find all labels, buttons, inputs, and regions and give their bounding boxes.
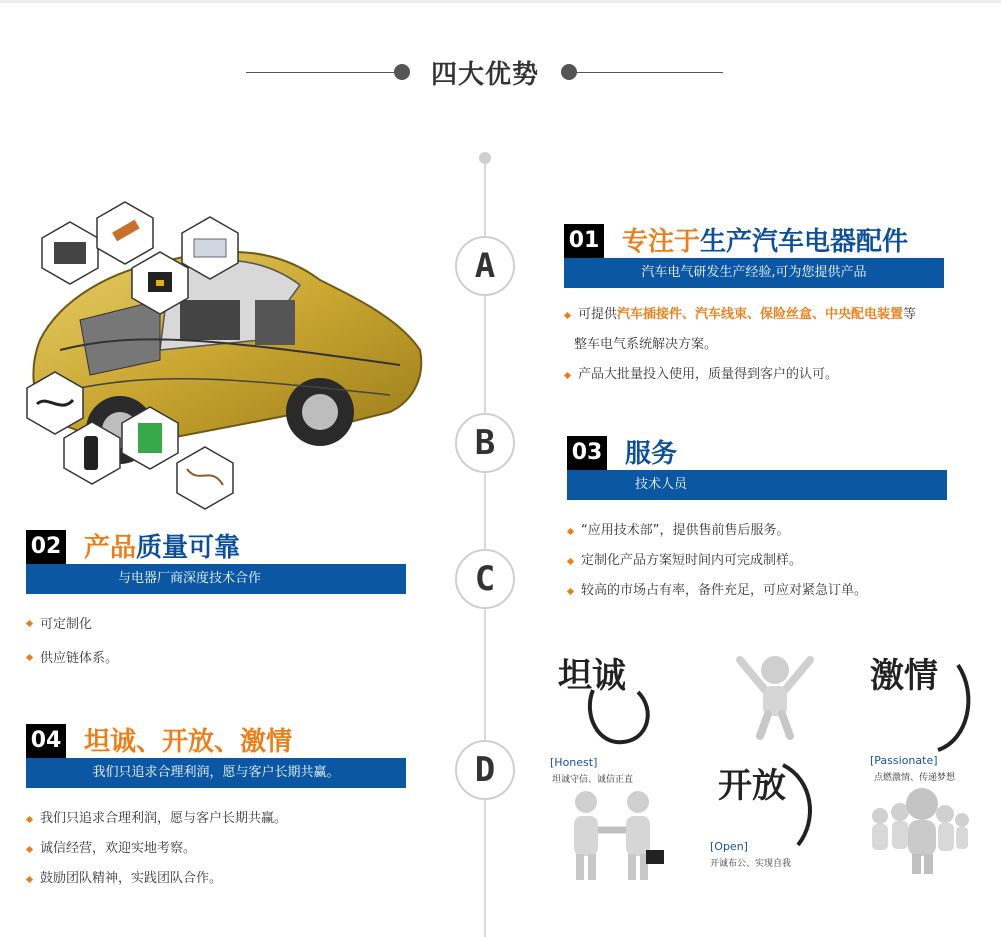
timeline-marker-a: A <box>455 236 515 296</box>
advantage-04 <box>26 724 406 904</box>
advantage-01 <box>564 224 944 394</box>
open-subtitle: 开诚布公、实现自我 <box>710 859 792 869</box>
open-brush-stroke <box>763 760 823 850</box>
title-dot-left <box>394 64 410 80</box>
car-illustration <box>20 190 440 510</box>
list-item: 较高的市场占有率，备件充足，可应对紧急订单。 <box>567 576 947 606</box>
advantage-04-number: 04 <box>26 724 66 758</box>
advantage-02-list <box>26 608 406 676</box>
timeline-marker-b: B <box>455 413 515 473</box>
advantage-02-bar: 与电器厂商深度技术合作 <box>26 564 406 594</box>
advantage-04-bar: 我们只追求合理利润，愿与客户长期共赢。 <box>26 758 406 788</box>
top-border <box>0 0 1001 3</box>
advantage-01-list <box>564 300 944 390</box>
passion-brush-stroke <box>918 660 978 755</box>
title-line-left <box>246 72 396 73</box>
advantage-04-title-orange: 坦诚、开放、激情 <box>84 727 293 757</box>
list-item: 供应链体系。 <box>26 642 406 676</box>
ignition-cap-hex <box>62 420 122 486</box>
open-calligraphy: 开放 <box>718 766 786 806</box>
honest-calligraphy: 坦诚 <box>558 656 626 696</box>
control-module-hex <box>180 215 240 281</box>
passion-calligraphy: 激情 <box>870 656 938 696</box>
advantage-03-number: 03 <box>567 436 607 470</box>
title-line-right <box>575 72 723 73</box>
jumping-figure <box>730 650 820 740</box>
passion-subtitle: 点燃激情、传递梦想 <box>874 773 956 783</box>
list-item: 定制化产品方案短时间内可完成制样。 <box>567 546 947 576</box>
advantage-01-bar: 汽车电气研发生产经验,可为您提供产品 <box>564 258 944 288</box>
timeline-start-dot <box>479 152 491 164</box>
advantage-02-title-blue: 质量可靠 <box>136 533 241 563</box>
bullet-text: 整车电气系统解决方案。 <box>574 337 718 352</box>
advantage-03-list <box>567 516 947 606</box>
list-item: 产品大批量投入使用，质量得到客户的认可。 <box>564 360 944 390</box>
advantage-01-number: 01 <box>564 224 604 258</box>
list-item: 可定制化 <box>26 608 406 642</box>
team-figures <box>860 786 970 876</box>
advantage-03 <box>567 436 947 606</box>
green-relay-hex <box>120 405 180 471</box>
advantage-02-title <box>84 530 240 566</box>
list-item <box>564 300 944 330</box>
bullet-text: 可提供 <box>578 307 618 322</box>
open-label: [Open] <box>710 840 748 853</box>
relay-box-hex <box>40 220 100 286</box>
advantage-02 <box>26 530 406 680</box>
advantage-04-title <box>84 724 292 760</box>
advantage-01-title-orange: 专注于 <box>622 227 701 257</box>
honest-label: [Honest] <box>550 756 598 769</box>
timeline-marker-c: C <box>455 549 515 609</box>
advantage-01-title-blue: 生产汽车电器配件 <box>700 227 909 257</box>
advantage-03-title-blue: 服务 <box>625 439 678 469</box>
list-item: 诚信经营，欢迎实地考察。 <box>26 834 406 864</box>
advantage-02-number: 02 <box>26 530 66 564</box>
handshake-figures <box>558 788 668 883</box>
advantage-02-title-orange: 产品 <box>84 533 137 563</box>
values-illustration <box>548 640 978 890</box>
honest-subtitle: 坦诚守信、诚信正直 <box>552 775 634 785</box>
timeline-marker-d: D <box>455 740 515 800</box>
harness-hex <box>175 445 235 511</box>
list-item: “应用技术部”，提供售前售后服务。 <box>567 516 947 546</box>
list-item-continued <box>564 330 944 360</box>
advantage-03-title <box>625 436 677 472</box>
list-item: 我们只追求合理利润，愿与客户长期共赢。 <box>26 804 406 834</box>
advantage-01-title <box>622 224 908 260</box>
bullet-text: 等 <box>903 307 917 322</box>
advantage-04-list <box>26 804 406 894</box>
advantage-03-bar: 技术人员 <box>567 470 947 500</box>
bullet-highlight: 汽车插接件、汽车线束、保险丝盒、中央配电装置 <box>617 307 904 322</box>
section-title: 四大优势 <box>430 60 539 90</box>
list-item: 鼓励团队精神，实践团队合作。 <box>26 864 406 894</box>
passion-label: [Passionate] <box>870 754 938 767</box>
honest-brush-circle <box>578 670 658 750</box>
